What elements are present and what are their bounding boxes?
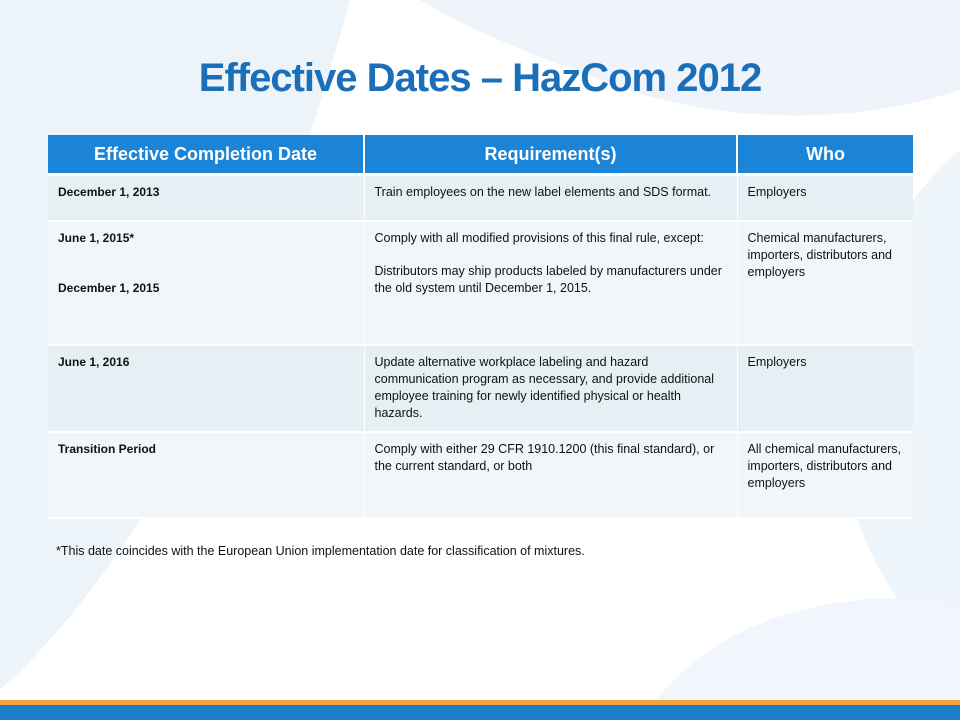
date-cell: June 1, 2016 [48, 345, 364, 432]
date-primary: June 1, 2015* [58, 231, 135, 245]
header-who: Who [737, 135, 913, 175]
requirement-cell: Update alternative workplace labeling and hazard communication program as necessary, and provide additional employee training for newly identified physical or health hazards. [364, 345, 737, 432]
table-row [48, 345, 913, 432]
header-requirements: Requirement(s) [364, 135, 737, 175]
header-effective-completion-date: Effective Completion Date [48, 135, 364, 175]
requirement-cell [364, 221, 737, 345]
footnote: *This date coincides with the European Union implementation date for classification of mixtures. [56, 544, 585, 558]
slide-title: Effective Dates – HazCom 2012 [198, 56, 762, 100]
who-cell: All chemical manufacturers, importers, distributors and employers [737, 432, 913, 518]
requirement-primary: Comply with all modified provisions of this final rule, except: [374, 231, 704, 245]
requirement-cell: Comply with either 29 CFR 1910.1200 (this final standard), or the current standard, or both [364, 432, 737, 518]
who-cell: Chemical manufacturers, importers, distributors and employers [737, 221, 913, 345]
effective-dates-table [48, 135, 913, 519]
date-cell: December 1, 2013 [48, 175, 364, 222]
date-cell: Transition Period [48, 432, 364, 518]
table-header-row [48, 135, 913, 175]
who-cell: Employers [737, 345, 913, 432]
requirement-cell: Train employees on the new label elements and SDS format. [364, 175, 737, 222]
table-row [48, 221, 913, 345]
date-cell [48, 221, 364, 345]
table-row [48, 432, 913, 518]
bottom-accent-bar [0, 700, 960, 720]
date-secondary: December 1, 2015 [58, 281, 160, 295]
bottom-accent-blue [0, 705, 960, 720]
who-cell: Employers [737, 175, 913, 222]
requirement-exception: Distributors may ship products labeled by manufacturers under the old system until December 1, 2015. [374, 264, 722, 295]
table-row [48, 175, 913, 222]
